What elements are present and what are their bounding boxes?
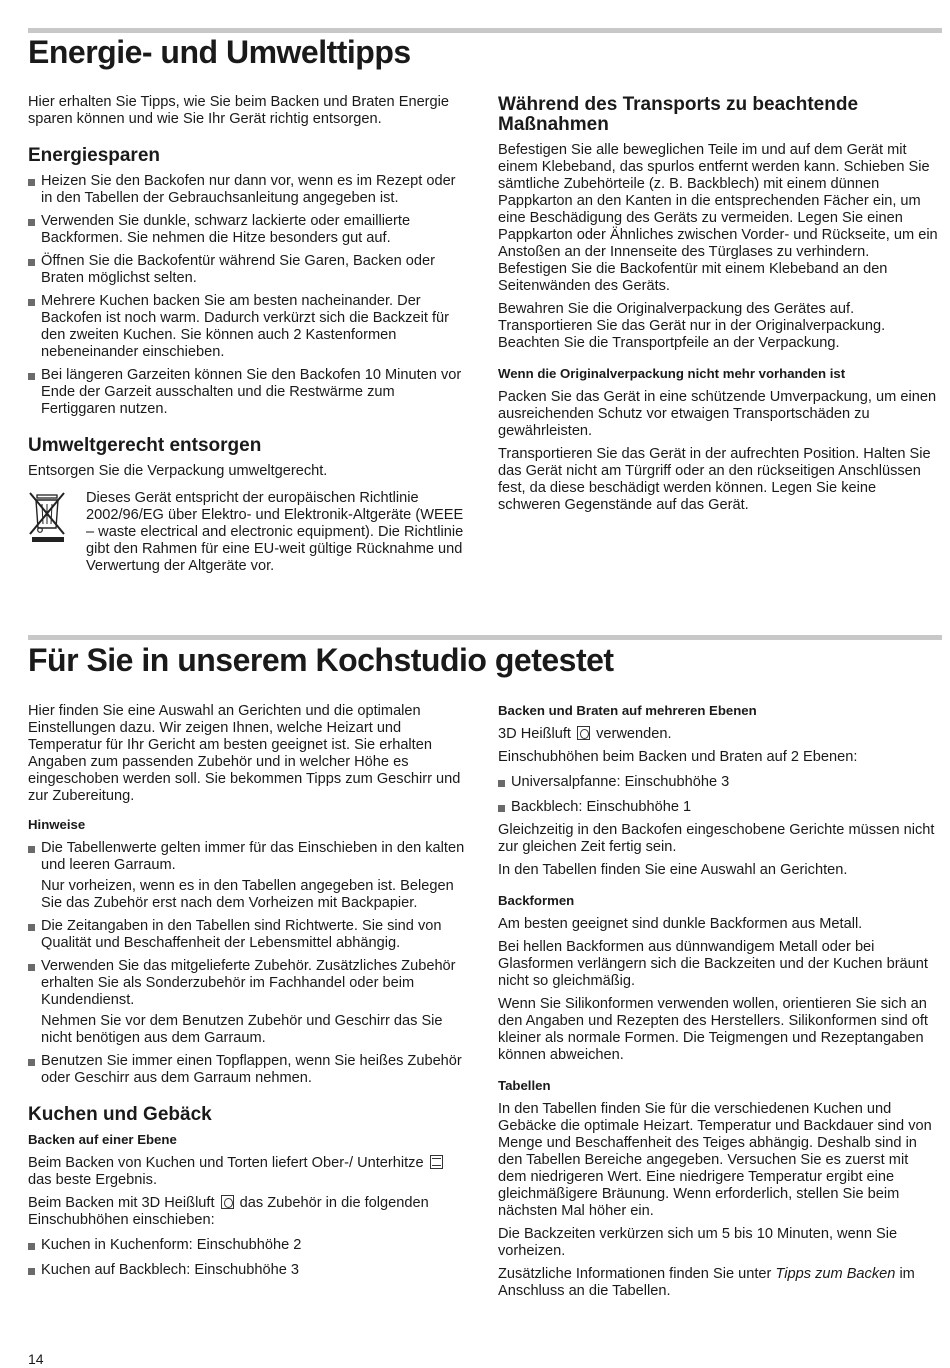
mehrere-paragraph: Einschubhöhen beim Backen und Braten auf 2 Ebenen: <box>498 749 858 765</box>
text-run: verwenden. <box>596 726 672 742</box>
left-column-energy <box>28 94 468 581</box>
text-run: 3D Heißluft <box>498 726 571 742</box>
energiesparen-heading: Energiesparen <box>28 145 160 166</box>
right-column-kochstudio <box>498 703 938 1306</box>
list-item <box>28 840 468 912</box>
backformen-heading: Backformen <box>498 893 575 908</box>
section-divider <box>28 28 942 33</box>
list-item: Bei längeren Garzeiten können Sie den Backofen 10 Minuten vor Ende der Garzeit ausschalten und die Restwärme zum Fertiggaren nutzen. <box>28 367 468 418</box>
cross-reference: Tipps zum Backen <box>775 1266 896 1282</box>
transport-heading: Während des Transports zu beachtende Maßnahmen <box>498 94 859 135</box>
list-item-text: Die Zeitangaben in den Tabellen sind Richtwerte. Sie sind von Qualität und Beschaffenheit der Lebensmittel abhängig. <box>41 918 442 951</box>
section-title: Für Sie in unserem Kochstudio getestet <box>28 642 614 678</box>
mehrere-paragraph: In den Tabellen finden Sie eine Auswahl an Gerichten. <box>498 862 848 878</box>
weee-notice <box>28 490 468 575</box>
list-item: Kuchen auf Backblech: Einschubhöhe 3 <box>28 1262 468 1279</box>
mehrere-list <box>498 774 938 816</box>
tabellen-paragraph <box>498 1266 938 1300</box>
text-run: Beim Backen von Kuchen und Torten liefert Ober-/ Unterhitze <box>28 1155 424 1171</box>
list-item <box>28 918 468 952</box>
list-item: Backblech: Einschubhöhe 1 <box>498 799 938 816</box>
list-item: Kuchen in Kuchenform: Einschubhöhe 2 <box>28 1237 468 1254</box>
3d-hot-air-icon <box>221 1195 234 1209</box>
list-item-subtext: Nehmen Sie vor dem Benutzen Zubehör und Geschirr das Sie nicht benötigen aus dem Garraum. <box>41 1013 443 1046</box>
transport-paragraph: Bewahren Sie die Originalverpackung des Gerätes auf. Transportieren Sie das Gerät nur in der Originalverpackung. Beachten Sie die Transportpfeile an der Verpackung. <box>498 301 886 351</box>
list-item <box>28 958 468 1047</box>
tabellen-heading: Tabellen <box>498 1078 551 1093</box>
left-column-kochstudio <box>28 703 468 1285</box>
text-run: im Anschluss an die Tabellen. <box>498 1266 915 1299</box>
transport-subheading: Wenn die Originalverpackung nicht mehr vorhanden ist <box>498 366 846 381</box>
list-item: Öffnen Sie die Backofentür während Sie Garen, Backen oder Braten möglichst selten. <box>28 253 468 287</box>
list-item-text: Benutzen Sie immer einen Topflappen, wenn Sie heißes Zubehör oder Geschirr aus dem Garraum nehmen. <box>41 1053 462 1086</box>
backformen-paragraph: Wenn Sie Silikonformen verwenden wollen, orientieren Sie sich an den Angaben und Rezepten des Herstellers. Silikonformen sind oft kleiner als normale Formen. Die Teigmengen und Rezeptangaben können abweichen. <box>498 996 928 1063</box>
tabellen-paragraph: Die Backzeiten verkürzen sich um 5 bis 10 Minuten, wenn Sie vorheizen. <box>498 1226 898 1259</box>
kuchen-heading: Kuchen und Gebäck <box>28 1104 212 1125</box>
text-run: das beste Ergebnis. <box>28 1172 157 1188</box>
mehrere-paragraph <box>498 726 938 743</box>
list-item: Mehrere Kuchen backen Sie am besten nacheinander. Der Backofen ist noch warm. Dadurch verkürzt sich die Backzeit für den zweiten Kuchen. Sie können auch 2 Kastenformen nebeneinander einschieben. <box>28 293 468 361</box>
list-item-subtext: Nur vorheizen, wenn es in den Tabellen angegeben ist. Belegen Sie das Zubehör erst nach dem Vorheizen mit Backpapier. <box>41 878 454 911</box>
list-item <box>28 1053 468 1087</box>
list-item-text: Verwenden Sie das mitgelieferte Zubehör. Zusätzliches Zubehör erhalten Sie als Sonderzubehör im Fachhandel oder beim Kundendienst. <box>41 958 456 1008</box>
text-run: Beim Backen mit 3D Heißluft <box>28 1195 215 1211</box>
crossed-out-wheelie-bin-icon <box>28 490 68 544</box>
energiesparen-list <box>28 173 468 418</box>
section-divider <box>28 635 942 640</box>
einer-ebene-paragraph <box>28 1155 468 1189</box>
3d-hot-air-icon <box>577 726 590 740</box>
entsorgen-text: Entsorgen Sie die Verpackung umweltgerecht. <box>28 463 328 479</box>
transport-paragraph: Transportieren Sie das Gerät in der aufrechten Position. Halten Sie das Gerät nicht am Türgriff oder an den rückseitigen Anschlüssen fest, da diese beschädigt werden können. Legen Sie keine schweren Gegenstände auf das Gerät. <box>498 446 931 513</box>
backformen-paragraph: Bei hellen Backformen aus dünnwandigem Metall oder bei Glasformen verlängern sich die Backzeiten und der Kuchen bräunt nicht so gleichmäßig. <box>498 939 928 989</box>
transport-paragraph: Packen Sie das Gerät in eine schützende Umverpackung, um einen ausreichenden Schutz vor etwaigen Transportschäden zu gewährleisten. <box>498 389 937 439</box>
backformen-paragraph: Am besten geeignet sind dunkle Backformen aus Metall. <box>498 916 863 932</box>
text-run: Zusätzliche Informationen finden Sie unter <box>498 1266 772 1282</box>
list-item-text: Die Tabellenwerte gelten immer für das Einschieben in den kalten und leeren Garraum. <box>41 840 465 873</box>
top-bottom-heat-icon <box>430 1155 443 1169</box>
right-column-transport <box>498 95 938 520</box>
weee-text: Dieses Gerät entspricht der europäischen Richtlinie 2002/96/EG über Elektro- und Elektronik-Altgeräte (WEEE – waste electrical and electronic equipment). Die Richtlinie gibt den Rahmen für eine EU-weit gültige Rücknahme und Verwertung der Altgeräte vor. <box>86 490 464 574</box>
hinweise-list <box>28 840 468 1087</box>
text-run: das Zubehör in die folgenden Einschubhöhen einschieben: <box>28 1195 429 1228</box>
entsorgen-heading: Umweltgerecht entsorgen <box>28 435 262 456</box>
hinweise-heading: Hinweise <box>28 817 86 832</box>
transport-paragraph: Befestigen Sie alle beweglichen Teile im und auf dem Gerät mit einem Klebeband, das spurlos entfernt werden kann. Schieben Sie sämtliche Zubehörteile (z. B. Backblech) mit einem dünnen Pappkarton an den Kanten in die entsprechenden Fächer ein, um eine Beschädigung des Geräts zu vermeiden. Legen Sie einen Pappkarton oder Ähnliches zwischen Vorder- und Rückseite, um ein Anstoßen an der Innenseite des Türglases zu verhindern. Befestigen Sie die Backofentür mit einem Klebeband an den Seitenwänden des Geräts. <box>498 142 938 294</box>
intro-paragraph: Hier finden Sie eine Auswahl an Gerichten und die optimalen Einstellungen dazu. Wir zeigen Ihnen, welche Heizart und Temperatur für Ihr Gericht am besten geeignet ist. Sie erhalten Angaben zum passenden Zubehör und in welcher Höhe es eingeschoben werden soll. Sie bekommen Tipps zum Geschirr und zur Zubereitung. <box>28 703 461 804</box>
mehrere-ebenen-heading: Backen und Braten auf mehreren Ebenen <box>498 703 757 718</box>
einer-ebene-paragraph <box>28 1195 468 1229</box>
page-number: 14 <box>28 1351 44 1367</box>
einer-ebene-heading: Backen auf einer Ebene <box>28 1132 177 1147</box>
list-item: Universalpfanne: Einschubhöhe 3 <box>498 774 938 791</box>
tabellen-paragraph: In den Tabellen finden Sie für die verschiedenen Kuchen und Gebäcke die optimale Heizart. Temperatur und Backdauer sind von Menge und Beschaffenheit des Teiges abhängig. Deshalb sind in den Tabellen Bereiche angegeben. Versuchen Sie es zuerst mit dem niedrigeren Wert. Eine niedrigere Temperatur ergibt eine gleichmäßigere Bräunung. Wenn erforderlich, stellen Sie beim nächsten Mal höher ein. <box>498 1101 932 1219</box>
list-item: Heizen Sie den Backofen nur dann vor, wenn es im Rezept oder in den Tabellen der Gebrauchsanleitung angegeben ist. <box>28 173 468 207</box>
mehrere-paragraph: Gleichzeitig in den Backofen eingeschobene Gerichte müssen nicht zur gleichen Zeit fertig sein. <box>498 822 935 855</box>
intro-paragraph: Hier erhalten Sie Tipps, wie Sie beim Backen und Braten Energie sparen können und wie Sie Ihr Gerät richtig entsorgen. <box>28 94 450 127</box>
page-title: Energie- und Umwelttipps <box>28 34 411 70</box>
einer-ebene-list <box>28 1237 468 1279</box>
list-item: Verwenden Sie dunkle, schwarz lackierte oder emaillierte Backformen. Sie nehmen die Hitze besonders gut auf. <box>28 213 468 247</box>
